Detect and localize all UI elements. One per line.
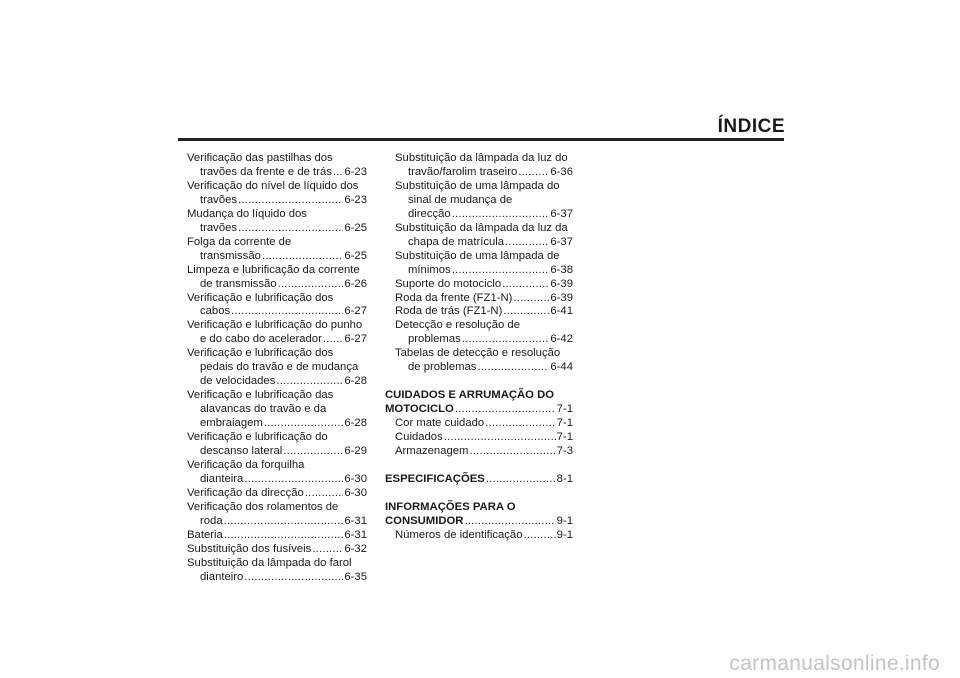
toc-entry-text: travões da frente e de trás [200,165,332,178]
toc-entry[interactable] [187,208,367,236]
title-rule [178,138,784,141]
toc-entry[interactable] [187,180,367,208]
toc-page-number: 7-1 [556,431,573,444]
toc-column-right [385,152,573,543]
toc-entry-text: INFORMAÇÕES PARA O [385,500,516,513]
toc-entry-text: MOTOCICLO [385,403,454,416]
toc-entry-text: travões [200,193,238,206]
dot-leader [305,487,344,501]
toc-page-number: 6-28 [344,375,367,388]
page-title: ÍNDICE [717,116,785,137]
toc-gap [385,375,573,389]
toc-entry-text: Substituição dos fusíveis [187,542,312,555]
toc-entry-text: Folga da corrente de [187,235,292,248]
toc-entry[interactable] [385,445,573,459]
toc-entry-text: dianteiro [200,570,244,583]
toc-entry[interactable] [385,292,573,306]
toc-entry-text: Verificação e lubrificação das [187,389,334,402]
dot-leader [485,417,556,431]
dot-leader [244,473,343,487]
toc-entry-text: dianteira [200,472,244,485]
dot-leader [502,278,549,292]
toc-entry[interactable] [385,278,573,292]
toc-page-number: 6-41 [550,305,573,318]
toc-page-number: 7-1 [556,403,573,416]
dot-leader [462,333,550,347]
toc-entry-text: roda [200,514,223,527]
toc-entry-text: Limpeza e lubrificação da corrente [187,263,360,276]
toc-page-number: 6-39 [550,291,573,304]
dot-leader [262,250,343,264]
dot-leader [238,222,343,236]
toc-section-heading[interactable] [385,501,573,529]
toc-entry-text: embraiagem [200,417,263,430]
toc-entry[interactable] [187,487,367,501]
toc-entry-text: de velocidades [200,375,276,388]
toc-entry-text: Roda da frente (FZ1-N) [395,291,513,304]
dot-leader [333,166,344,180]
dot-leader [452,264,550,278]
toc-entry[interactable] [187,236,367,264]
toc-entry-text: Detecção e resolução de [395,319,520,332]
toc-page-number: 8-1 [556,473,573,486]
toc-entry[interactable] [385,250,573,278]
toc-entry-text: de transmissão [200,277,277,290]
dot-leader [264,417,344,431]
toc-entry-text: Substituição da lâmpada da luz da [395,221,568,234]
toc-page-number: 7-1 [556,417,573,430]
dot-leader [452,208,550,222]
dot-leader [455,403,556,417]
toc-entry[interactable] [187,152,367,180]
toc-page-number: 6-25 [344,249,367,262]
toc-entry-text: de problemas [408,361,477,374]
toc-entry-text: Verificação dos rolamentos de [187,500,339,513]
dot-leader [312,543,343,557]
toc-gap [385,487,573,501]
dot-leader [518,166,549,180]
toc-page-number: 9-1 [556,528,573,541]
dot-leader [505,236,549,250]
dot-leader [444,431,556,445]
toc-entry-text: Tabelas de detecção e resolução [395,347,561,360]
toc-page-number: 6-26 [344,277,367,290]
toc-page-number: 6-27 [344,305,367,318]
toc-entry-text: descanso lateral [200,445,283,458]
toc-entry-text: alavancas do travão e da [200,403,327,416]
toc-page-number: 6-31 [344,528,367,541]
toc-entry-text: Armazenagem [395,445,469,458]
dot-leader [503,305,549,319]
toc-page-number: 6-35 [344,570,367,583]
toc-entry[interactable] [187,431,367,459]
toc-page-number: 6-31 [344,514,367,527]
toc-page-number: 6-23 [344,165,367,178]
dot-leader [244,571,343,585]
toc-entry-text: Verificação da forquilha [187,458,305,471]
dot-leader [231,305,343,319]
toc-entry[interactable] [187,501,367,529]
toc-page-number: 6-27 [344,333,367,346]
toc-page-number: 6-42 [550,333,573,346]
toc-entry-text: sinal de mudança de [408,193,513,206]
toc-entry-text: Verificação e lubrificação do punho [187,319,363,332]
toc-page-number: 6-37 [550,235,573,248]
toc-entry-text: transmissão [200,249,261,262]
toc-entry[interactable] [187,557,367,585]
toc-page-number: 9-1 [556,514,573,527]
toc-entry[interactable] [187,459,367,487]
dot-leader [513,292,549,306]
toc-entry-text: travões [200,221,238,234]
toc-section-heading[interactable] [385,473,573,487]
toc-entry[interactable] [187,292,367,320]
toc-page-number: 6-25 [344,221,367,234]
dot-leader [276,375,343,389]
toc-entry-text: travão/farolim traseiro [408,165,518,178]
toc-entry-text: Substituição de uma lâmpada de [395,249,560,262]
toc-entry-text: problemas [408,333,461,346]
toc-entry-text: mínimos [408,263,451,276]
toc-page-number: 6-38 [550,263,573,276]
toc-entry-text: Verificação do nível de líquido dos [187,179,359,192]
toc-entry[interactable] [187,529,367,543]
dot-leader [523,529,555,543]
toc-entry[interactable] [385,180,573,222]
dot-leader [224,515,344,529]
toc-page-number: 6-23 [344,193,367,206]
toc-page-number: 6-36 [550,165,573,178]
toc-entry[interactable] [187,389,367,431]
toc-entry-text: CUIDADOS E ARRUMAÇÃO DO [385,389,555,402]
toc-page-number: 7-3 [556,445,573,458]
toc-entry-text: Mudança do líquido dos [187,207,307,220]
toc-page-number: 6-30 [344,486,367,499]
toc-entry-text: Verificação e lubrificação dos [187,347,334,360]
dot-leader [469,445,555,459]
toc-entry-text: pedais do travão e de mudança [200,361,359,374]
toc-entry[interactable] [385,431,573,445]
toc-page-number: 6-28 [344,417,367,430]
toc-gap [385,459,573,473]
toc-entry[interactable] [187,264,367,292]
toc-entry-text: cabos [200,305,231,318]
toc-entry-text: e do cabo do acelerador [200,333,322,346]
toc-page-number: 6-30 [344,472,367,485]
toc-entry-text: CONSUMIDOR [385,514,464,527]
watermark: carmanualsonline.info [729,652,940,675]
toc-entry-text: Cuidados [395,431,443,444]
toc-entry-text: Substituição da lâmpada da luz do [395,152,568,164]
toc-entry[interactable] [187,543,367,557]
dot-leader [486,473,556,487]
dot-leader [238,194,343,208]
dot-leader [464,515,555,529]
toc-entry-text: Substituição da lâmpada do farol [187,556,352,569]
toc-entry[interactable] [385,417,573,431]
toc-entry[interactable] [385,347,573,375]
toc-entry-text: Verificação da direcção [187,486,304,499]
toc-section-heading[interactable] [385,389,573,417]
toc-entry-text: Verificação e lubrificação dos [187,291,334,304]
toc-entry-text: Números de identificação [395,528,523,541]
toc-column-left [187,152,367,585]
toc-entry[interactable] [385,319,573,347]
dot-leader [283,445,343,459]
toc-page-number: 6-29 [344,445,367,458]
toc-entry-text: Suporte do motociclo [395,277,502,290]
toc-entry[interactable] [385,529,573,543]
toc-page-number: 6-39 [550,277,573,290]
toc-page-number: 6-32 [344,542,367,555]
toc-entry-text: ESPECIFICAÇÕES [385,473,485,486]
toc-entry-text: direcção [408,207,451,220]
dot-leader [224,529,344,543]
toc-entry[interactable] [385,152,573,180]
toc-page-number: 6-44 [550,361,573,374]
toc-entry-text: chapa de matrícula [408,235,505,248]
toc-entry[interactable] [385,222,573,250]
toc-entry-text: Verificação das pastilhas dos [187,152,333,164]
toc-entry-text: Verificação e lubrificação do [187,431,328,444]
toc-entry-text: Roda de trás (FZ1-N) [395,305,503,318]
toc-entry-text: Cor mate cuidado [395,417,485,430]
dot-leader [278,278,344,292]
toc-entry[interactable] [187,347,367,389]
toc-entry-text: Substituição de uma lâmpada do [395,179,560,192]
dot-leader [477,361,549,375]
toc-entry[interactable] [187,319,367,347]
toc-entry[interactable] [385,305,573,319]
toc-entry-text: Bateria [187,528,223,541]
dot-leader [323,333,344,347]
toc-page-number: 6-37 [550,207,573,220]
